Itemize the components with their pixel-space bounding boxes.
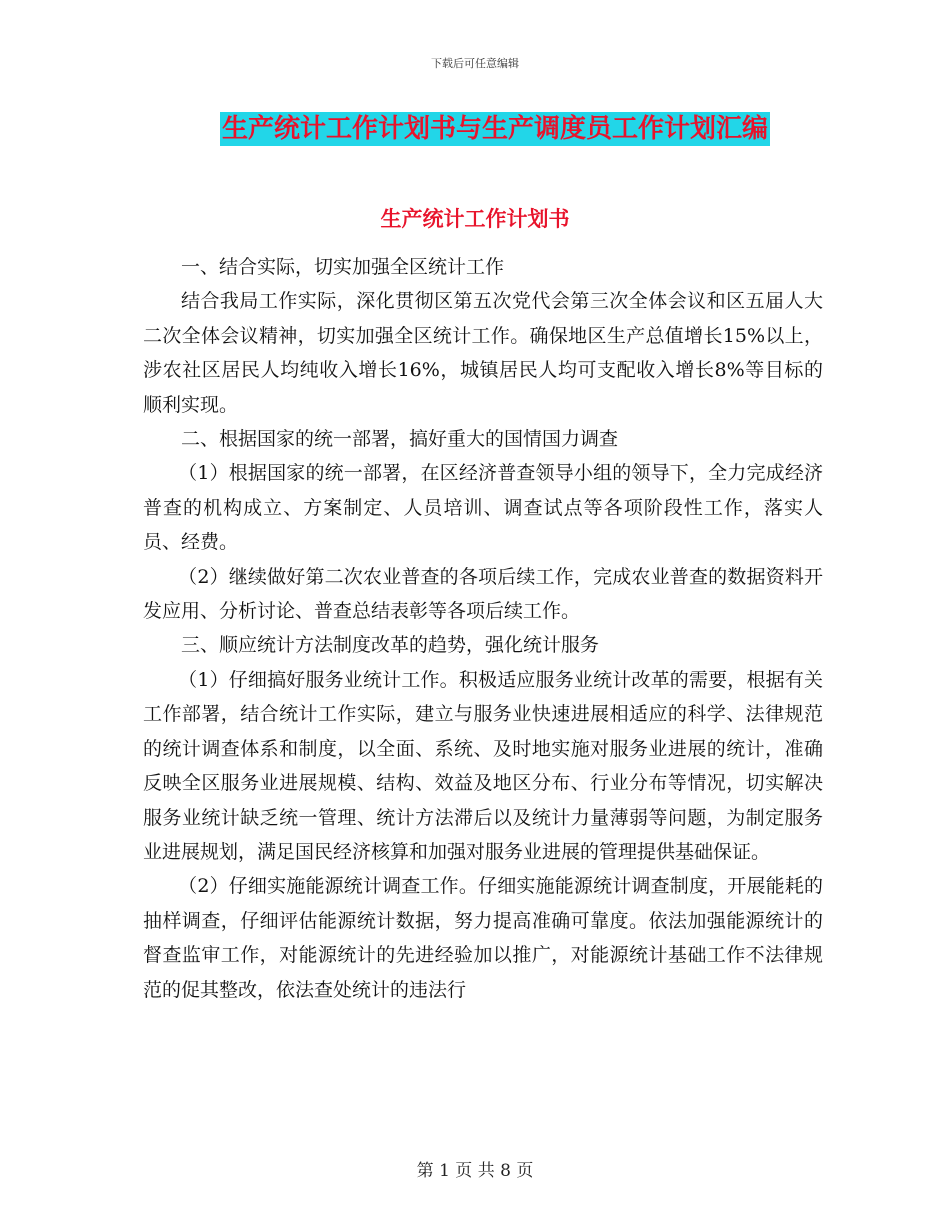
paragraph-item: （1）根据国家的统一部署，在区经济普查领导小组的领导下，全力完成经济普查的机构成立、方案制定、人员培训、调查试点等各项阶段性工作，落实人员、经费。 — [143, 462, 823, 554]
page-footer: 第 1 页 共 8 页 — [416, 1161, 534, 1181]
paragraph-heading-2: 二、根据国家的统一部署，搞好重大的国情国力调查 — [181, 428, 619, 451]
paragraph-heading-3: 三、顺应统计方法制度改革的趋势，强化统计服务 — [181, 634, 600, 657]
section-title: 生产统计工作计划书 — [380, 206, 570, 231]
header-note: 下载后可任意编辑 — [431, 57, 519, 70]
paragraph-item: （2）继续做好第二次农业普查的各项后续工作，完成农业普查的数据资料开发应用、分析讨论、普查总结表彰等各项后续工作。 — [143, 565, 823, 623]
paragraph-heading-1: 一、结合实际，切实加强全区统计工作 — [181, 256, 505, 278]
paragraph-item: （2）仔细实施能源统计调查工作。仔细实施能源统计调查制度，开展能耗的抽样调查，仔细评估能源统计数据，努力提高准确可靠度。依法加强能源统计的督查监审工作，对能源统计的先进经验加以推广，对能源统计基础工作不法律规范的促其整改，依法查处统计的违法行 — [143, 875, 823, 1001]
paragraph: 结合我局工作实际，深化贯彻区第五次党代会第三次全体会议和区五届人大二次全体会议精神，切实加强全区统计工作。确保地区生产总值增长15%以上，涉农社区居民人均纯收入增长16%，城镇居民人均可支配收入增长8%等目标的顺利实现。 — [143, 290, 823, 416]
document-body — [143, 250, 823, 1007]
document-title: 生产统计工作计划书与生产调度员工作计划汇编 — [222, 114, 769, 144]
paragraph-item: （1）仔细搞好服务业统计工作。积极适应服务业统计改革的需要，根据有关工作部署，结合统计工作实际，建立与服务业快速进展相适应的科学、法律规范的统计调查体系和制度，以全面、系统、及时地实施对服务业进展的统计，准确反映全区服务业进展规模、结构、效益及地区分布、行业分布等情况，切实解决服务业统计缺乏统一管理、统计方法滞后以及统计力量薄弱等问题，为制定服务业进展规划，满足国民经济核算和加强对服务业进展的管理提供基础保证。 — [143, 668, 823, 863]
